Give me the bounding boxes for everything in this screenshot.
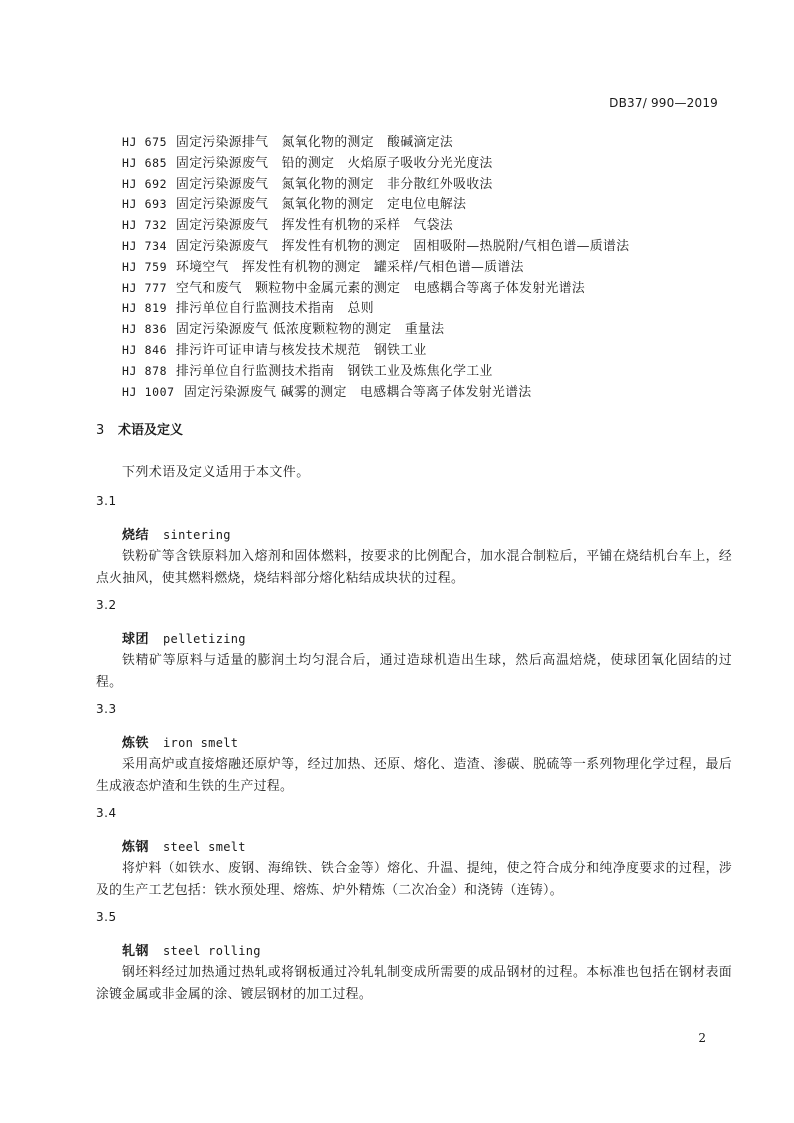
page-number: 2 bbox=[698, 1031, 706, 1045]
reference-item bbox=[122, 214, 732, 235]
term-name-zh: 烧结 bbox=[122, 528, 150, 543]
term-number: 3.2 bbox=[96, 598, 117, 612]
term-name-en: iron smelt bbox=[163, 736, 239, 750]
reference-code: HJ 693 bbox=[122, 197, 168, 212]
term-definition: 采用高炉或直接熔融还原炉等，经过加热、还原、熔化、造渣、渗碳、脱硫等一系列物理化学过程，最后生成液态炉渣和生铁的生产过程。 bbox=[96, 757, 732, 794]
reference-code: HJ 675 bbox=[122, 135, 168, 149]
reference-item bbox=[122, 173, 732, 194]
reference-item bbox=[122, 256, 732, 277]
reference-code: HJ 1007 bbox=[122, 384, 175, 399]
reference-title: 固定污染源废气 铅的测定 火焰原子吸收分光光度法 bbox=[176, 155, 493, 171]
term-name bbox=[122, 732, 732, 754]
section-title: 术语及定义 bbox=[118, 423, 184, 438]
reference-title: 固定污染源排气 氮氧化物的测定 酸碱滴定法 bbox=[176, 135, 454, 150]
reference-title: 固定污染源废气 低浓度颗粒物的测定 重量法 bbox=[176, 322, 445, 338]
reference-code: HJ 734 bbox=[122, 238, 168, 253]
term-number: 3.4 bbox=[96, 806, 117, 820]
reference-title: 固定污染源废气 挥发性有机物的测定 固相吸附—热脱附/气相色谱—质谱法 bbox=[176, 238, 630, 254]
document-id: DB37/ 990—2019 bbox=[609, 96, 718, 110]
term-name bbox=[122, 940, 732, 962]
reference-title: 排污许可证申请与核发技术规范 钢铁工业 bbox=[176, 342, 427, 358]
reference-code: HJ 836 bbox=[122, 322, 168, 337]
term-name-en: sintering bbox=[163, 528, 231, 542]
reference-code: HJ 692 bbox=[122, 176, 168, 191]
reference-title: 固定污染源废气 碱雾的测定 电感耦合等离子体发射光谱法 bbox=[184, 384, 532, 400]
reference-item bbox=[122, 193, 732, 214]
section-heading bbox=[96, 419, 183, 438]
term-name-zh: 炼钢 bbox=[122, 840, 150, 855]
section-number: 3 bbox=[96, 423, 105, 438]
reference-code: HJ 777 bbox=[122, 280, 168, 295]
reference-title: 固定污染源废气 挥发性有机物的采样 气袋法 bbox=[176, 218, 454, 234]
term-entry bbox=[96, 702, 732, 798]
reference-code: HJ 819 bbox=[122, 301, 168, 316]
reference-title: 固定污染源废气 氮氧化物的测定 非分散红外吸收法 bbox=[176, 176, 493, 192]
term-name-en: steel rolling bbox=[163, 944, 261, 958]
section-intro: 下列术语及定义适用于本文件。 bbox=[122, 465, 310, 480]
term-name-zh: 炼铁 bbox=[122, 736, 150, 751]
reference-title: 排污单位自行监测技术指南 钢铁工业及炼焦化学工业 bbox=[176, 363, 493, 379]
term-definition: 铁精矿等原料与适量的膨润土均匀混合后，通过造球机造出生球，然后高温焙烧，使球团氧化固结的过程。 bbox=[96, 653, 732, 690]
term-entry bbox=[96, 598, 732, 694]
reference-item bbox=[122, 339, 732, 360]
reference-title: 固定污染源废气 氮氧化物的测定 定电位电解法 bbox=[176, 197, 467, 213]
reference-item bbox=[122, 381, 732, 402]
term-entry bbox=[96, 910, 732, 1006]
reference-code: HJ 878 bbox=[122, 363, 168, 378]
reference-code: HJ 685 bbox=[122, 155, 168, 170]
reference-code: HJ 732 bbox=[122, 218, 168, 233]
reference-item bbox=[122, 297, 732, 318]
reference-item bbox=[122, 318, 732, 339]
term-entry bbox=[96, 806, 732, 902]
term-number: 3.1 bbox=[96, 494, 117, 508]
reference-item bbox=[122, 152, 732, 173]
reference-title: 环境空气 挥发性有机物的测定 罐采样/气相色谱—质谱法 bbox=[176, 259, 524, 275]
reference-item bbox=[122, 360, 732, 381]
reference-code: HJ 759 bbox=[122, 259, 168, 274]
reference-title: 空气和废气 颗粒物中金属元素的测定 电感耦合等离子体发射光谱法 bbox=[176, 280, 586, 296]
term-definition: 钢坯料经过加热通过热轧或将钢板通过冷轧轧制变成所需要的成品钢材的过程。本标准也包括在钢材表面涂镀金属或非金属的涂、镀层钢材的加工过程。 bbox=[96, 965, 732, 1002]
term-entry bbox=[96, 494, 732, 590]
term-name bbox=[122, 524, 732, 546]
term-definition: 将炉料（如铁水、废钢、海绵铁、铁合金等）熔化、升温、提纯，使之符合成分和纯净度要求的过程，涉及的生产工艺包括：铁水预处理、熔炼、炉外精炼（二次冶金）和浇铸（连铸）。 bbox=[96, 861, 732, 898]
term-name-en: pelletizing bbox=[163, 632, 246, 646]
reference-list bbox=[122, 131, 732, 401]
term-name-zh: 球团 bbox=[122, 632, 150, 647]
term-name bbox=[122, 628, 732, 650]
term-name bbox=[122, 836, 732, 858]
term-number: 3.3 bbox=[96, 702, 117, 716]
reference-code: HJ 846 bbox=[122, 342, 168, 357]
term-number: 3.5 bbox=[96, 910, 117, 924]
term-name-en: steel smelt bbox=[163, 840, 246, 854]
reference-item bbox=[122, 131, 732, 152]
reference-title: 排污单位自行监测技术指南 总则 bbox=[176, 301, 374, 317]
term-name-zh: 轧钢 bbox=[122, 944, 150, 959]
reference-item bbox=[122, 235, 732, 256]
term-definition: 铁粉矿等含铁原料加入熔剂和固体燃料，按要求的比例配合，加水混合制粒后，平铺在烧结机台车上，经点火抽风，使其燃料燃烧，烧结料部分熔化粘结成块状的过程。 bbox=[96, 549, 732, 586]
reference-item bbox=[122, 277, 732, 298]
